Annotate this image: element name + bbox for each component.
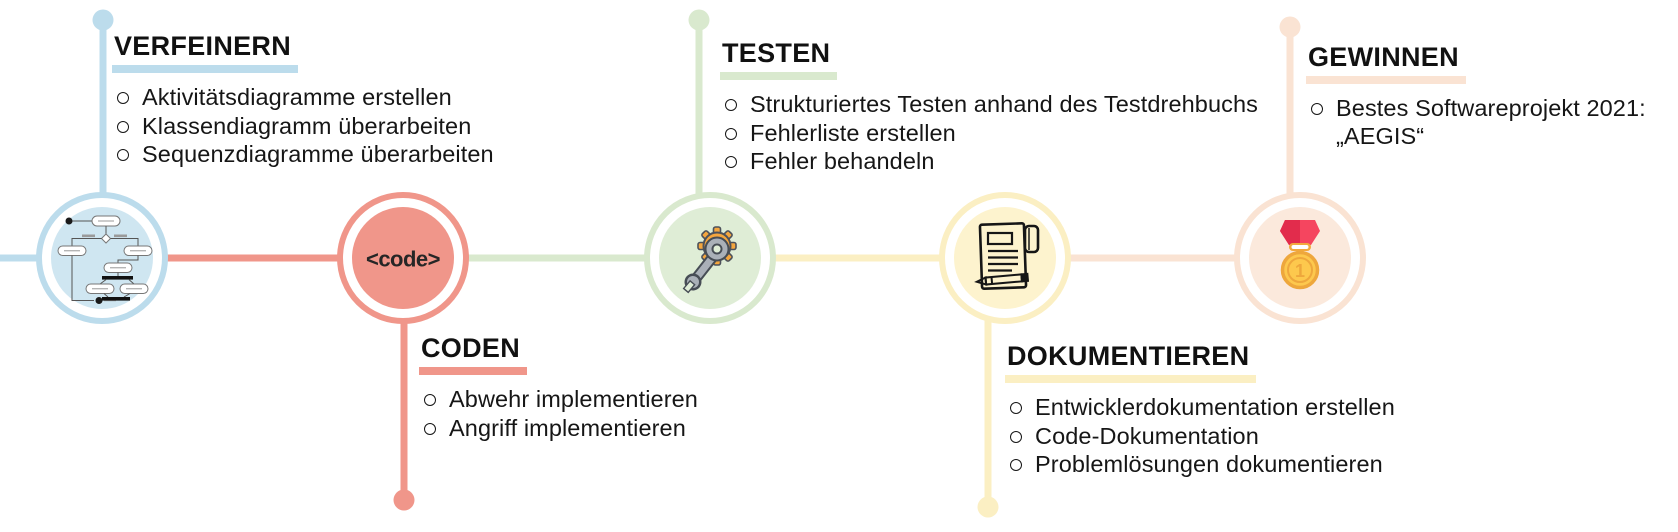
list-item: Fehler behandeln	[722, 148, 1282, 176]
bullet-list	[421, 386, 781, 442]
timeline-dot-dokumentieren	[978, 497, 999, 518]
list-item: Klassendiagramm überarbeiten	[114, 113, 534, 141]
node-dokumentieren	[942, 195, 1068, 321]
section-dokumentieren	[1007, 341, 1437, 480]
bullet-list	[722, 91, 1282, 176]
code-icon-label: <code>	[365, 246, 441, 272]
bullet-circle-icon	[725, 128, 737, 140]
timeline-dot-gewinnen	[1280, 17, 1301, 38]
code-icon	[366, 247, 440, 272]
list-item: Abwehr implementieren	[421, 386, 781, 414]
list-item: Strukturiertes Testen anhand des Testdrehbuchs	[722, 91, 1282, 119]
bullet-circle-icon	[1010, 431, 1022, 443]
node-testen	[647, 195, 773, 321]
list-item: Sequenzdiagramme überarbeiten	[114, 141, 534, 169]
list-item: Fehlerliste erstellen	[722, 120, 1282, 148]
bullet-list	[114, 84, 534, 169]
node-verfeinern	[39, 195, 165, 321]
bullet-circle-icon	[424, 394, 436, 406]
bullet-circle-icon	[117, 149, 129, 161]
bullet-circle-icon	[725, 156, 737, 168]
section-title: CODEN	[419, 333, 527, 375]
node-gewinnen	[1237, 195, 1363, 321]
section-title: VERFEINERN	[112, 31, 298, 73]
timeline-dot-verfeinern	[93, 10, 114, 31]
bullet-circle-icon	[1010, 459, 1022, 471]
section-testen	[722, 38, 1282, 177]
timeline-dot-testen	[689, 10, 710, 31]
list-item: Code-Dokumentation	[1007, 423, 1437, 451]
node-coden	[340, 195, 466, 321]
bullet-circle-icon	[725, 99, 737, 111]
section-coden	[421, 333, 781, 443]
list-item: Entwicklerdokumentation erstellen	[1007, 394, 1437, 422]
list-item: Aktivitätsdiagramme erstellen	[114, 84, 534, 112]
section-gewinnen	[1308, 42, 1678, 151]
bullet-circle-icon	[1311, 103, 1323, 115]
list-item: Problemlösungen dokumentieren	[1007, 451, 1437, 479]
list-item: Bestes Softwareprojekt 2021: „AEGIS“	[1308, 95, 1678, 150]
timeline-dot-coden	[394, 490, 415, 511]
bullet-list	[1007, 394, 1437, 479]
bullet-circle-icon	[1010, 402, 1022, 414]
bullet-circle-icon	[117, 121, 129, 133]
medal-number: 1	[1294, 261, 1306, 281]
section-title: GEWINNEN	[1306, 42, 1466, 84]
bullet-list	[1308, 95, 1678, 150]
bullet-circle-icon	[424, 423, 436, 435]
bullet-circle-icon	[117, 92, 129, 104]
section-title: TESTEN	[720, 38, 837, 80]
section-verfeinern	[114, 31, 534, 170]
section-title: DOKUMENTIEREN	[1005, 341, 1256, 383]
list-item: Angriff implementieren	[421, 415, 781, 443]
